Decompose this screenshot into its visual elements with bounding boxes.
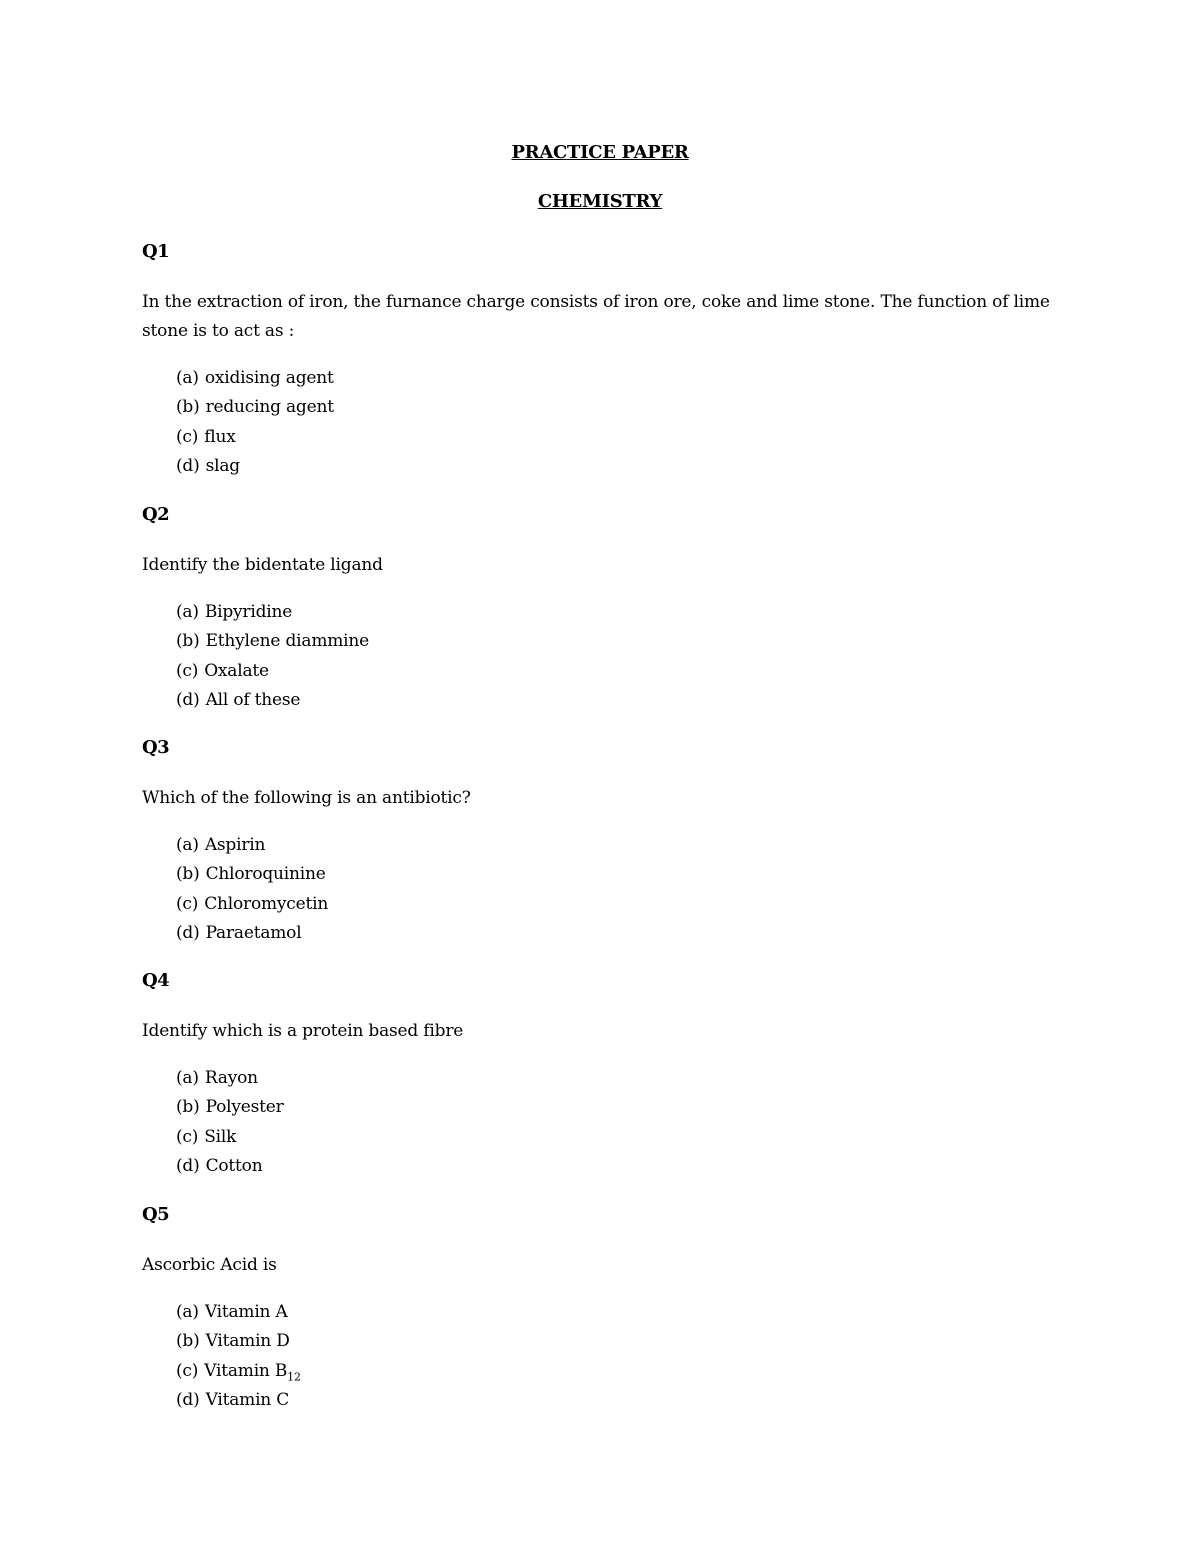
option-c: [176, 1123, 1072, 1152]
option-c: [176, 890, 1072, 919]
question-number: Q2: [142, 504, 170, 525]
option-mark: (d): [176, 1155, 200, 1176]
question-2: [142, 503, 1072, 715]
option-c: [176, 657, 1072, 686]
option-text: Chloromycetin: [204, 893, 329, 914]
option-mark: (c): [176, 426, 199, 447]
option-b: [176, 860, 1072, 889]
question-number: Q4: [142, 970, 170, 991]
question-text: Ascorbic Acid is: [142, 1255, 277, 1275]
option-a: [176, 364, 1072, 393]
option-b: [176, 1093, 1072, 1122]
option-mark: (d): [176, 1389, 200, 1410]
option-text: oxidising agent: [204, 368, 334, 388]
option-b: [176, 393, 1072, 422]
option-d: [176, 686, 1072, 715]
option-mark: (b): [176, 631, 200, 652]
question-number: Q3: [142, 737, 170, 758]
option-mark: (a): [176, 1068, 199, 1088]
option-text: Oxalate: [204, 660, 269, 681]
question-5: [142, 1203, 1072, 1415]
option-d: [176, 1152, 1072, 1181]
option-text: Aspirin: [204, 835, 266, 855]
option-b: [176, 627, 1072, 656]
option-mark: (b): [176, 397, 200, 418]
option-mark: (b): [176, 864, 200, 885]
option-text: All of these: [205, 689, 301, 710]
option-text: Vitamin B: [204, 1360, 288, 1381]
option-text: Rayon: [204, 1068, 258, 1088]
question-number: Q1: [142, 241, 170, 262]
option-mark: (d): [176, 455, 200, 476]
option-mark: (c): [176, 660, 199, 681]
option-list: [142, 598, 1072, 715]
paper-title: PRACTICE PAPER: [511, 142, 689, 163]
option-mark: (a): [176, 1302, 199, 1322]
option-a: [176, 1298, 1072, 1327]
option-text: Cotton: [205, 1155, 263, 1176]
option-d: [176, 1386, 1072, 1415]
option-list: [142, 831, 1072, 948]
option-text: flux: [204, 426, 236, 447]
option-mark: (c): [176, 893, 199, 914]
option-text: Vitamin D: [205, 1331, 290, 1352]
question-1: [142, 240, 1072, 481]
option-text: Vitamin C: [205, 1389, 290, 1410]
option-a: [176, 831, 1072, 860]
option-a: [176, 1064, 1072, 1093]
option-text: Ethylene diammine: [205, 631, 370, 652]
option-text: Silk: [204, 1126, 237, 1147]
option-mark: (c): [176, 1126, 199, 1147]
question-text: Identify which is a protein based fibre: [142, 1021, 464, 1041]
option-text: Bipyridine: [204, 602, 293, 622]
question-3: [142, 736, 1072, 948]
option-list: [142, 1298, 1072, 1415]
option-d: [176, 919, 1072, 948]
option-mark: (d): [176, 922, 200, 943]
option-mark: (a): [176, 835, 199, 855]
option-mark: (b): [176, 1331, 200, 1352]
option-mark: (a): [176, 602, 199, 622]
option-mark: (b): [176, 1097, 200, 1118]
option-text: slag: [205, 455, 240, 476]
option-text: Polyester: [205, 1097, 284, 1118]
option-text: Chloroquinine: [205, 864, 326, 885]
option-list: [142, 1064, 1072, 1181]
option-mark: (c): [176, 1360, 199, 1381]
option-d: [176, 452, 1072, 481]
question-text: Which of the following is an antibiotic?: [142, 788, 471, 808]
option-text: reducing agent: [205, 397, 334, 418]
option-b: [176, 1327, 1072, 1356]
question-text: Identify the bidentate ligand: [142, 555, 383, 575]
option-a: [176, 598, 1072, 627]
subject-title: CHEMISTRY: [537, 191, 663, 212]
option-text: Paraetamol: [205, 922, 302, 943]
option-mark: (a): [176, 368, 199, 388]
option-list: [142, 364, 1072, 481]
option-mark: (d): [176, 689, 200, 710]
question-4: [142, 969, 1072, 1181]
option-subscript: 12: [287, 1369, 301, 1383]
question-text: In the extraction of iron, the furnance charge consists of iron ore, coke and lime stone. The function of lime stone is to act as :: [142, 292, 1050, 341]
question-number: Q5: [142, 1204, 170, 1225]
option-c: [176, 423, 1072, 452]
option-text: Vitamin A: [204, 1302, 288, 1322]
option-c: [176, 1357, 1072, 1386]
